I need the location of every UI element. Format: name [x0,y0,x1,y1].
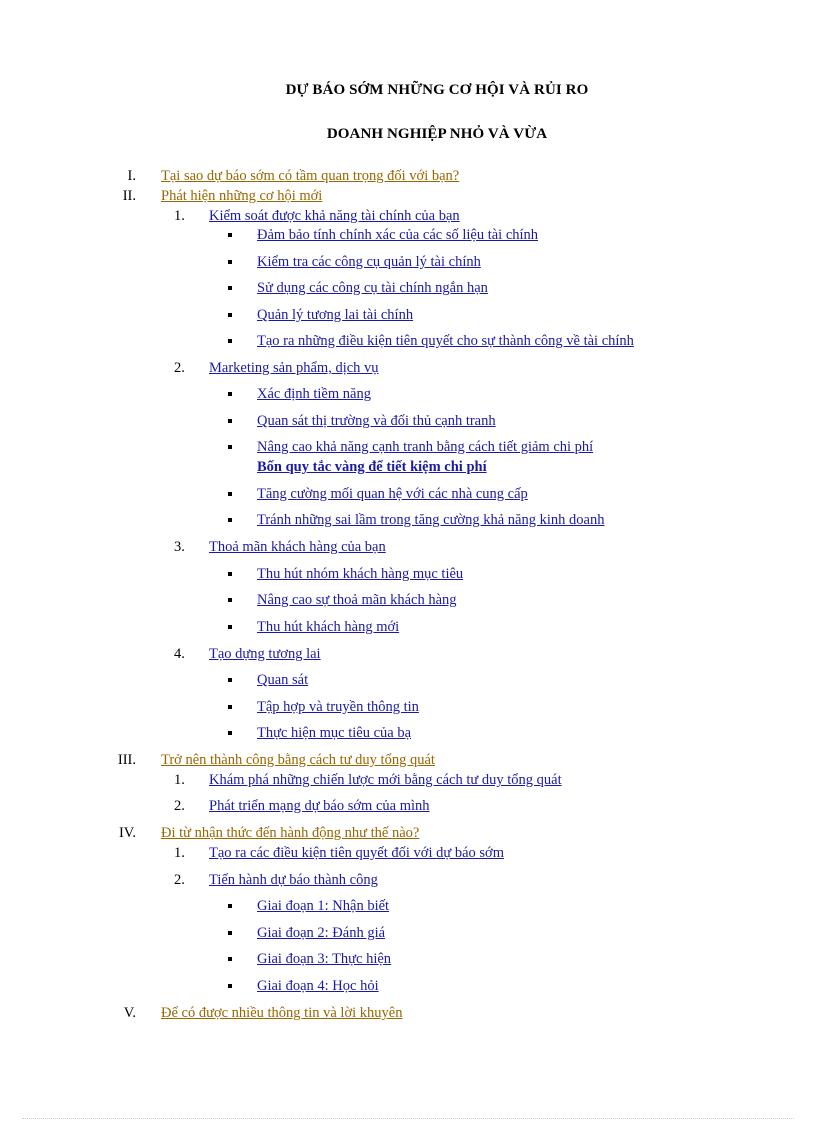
section-link-iv[interactable]: Đi từ nhận thức đến hành động như thế nào? [161,825,420,841]
bullet-link[interactable]: Quan sát [257,672,309,688]
bullet-link[interactable]: Thu hút khách hàng mới [257,619,400,635]
bullet-link[interactable]: Tập hợp và truyền thông tin [257,699,419,715]
item-number: 4. [174,646,185,662]
bullet-icon [228,678,232,682]
bullet-icon [228,731,232,735]
bullet-icon [228,598,232,602]
item-number: 2. [174,872,185,888]
bullet-link[interactable]: Sử dụng các công cụ tài chính ngắn hạn [257,280,488,296]
section-link-i[interactable]: Tại sao dự báo sớm có tầm quan trọng đối với bạn? [161,168,460,184]
bullet-icon [228,260,232,264]
bullet-icon [228,931,232,935]
bullet-link[interactable]: Giai đoạn 1: Nhận biết [257,898,390,914]
bullet-icon [228,445,232,449]
bullet-link[interactable]: Thu hút nhóm khách hàng mục tiêu [257,566,464,582]
bullet-icon [228,984,232,988]
bullet-link[interactable]: Tạo ra những điều kiện tiên quyết cho sự thành công về tài chính [257,333,634,349]
bullet-link[interactable]: Thực hiện mục tiêu của bạ [257,725,412,741]
item-number: 2. [174,360,185,376]
item-link-iii-1[interactable]: Khám phá những chiến lược mới bằng cách tư duy tổng quát [209,772,562,788]
section-numeral: V. [123,1005,136,1021]
bullet-link[interactable]: Quản lý tương lai tài chính [257,307,414,323]
page-bottom-rule [22,1118,794,1119]
item-link-iv-1[interactable]: Tạo ra các điều kiện tiên quyết đối với dự báo sớm [209,845,504,861]
document-subtitle: DOANH NGHIỆP NHỎ VÀ VỪA [326,126,548,142]
bullet-link[interactable]: Tránh những sai lầm trong tăng cường khả năng kinh doanh [257,512,605,528]
item-number: 1. [174,772,185,788]
document-title: DỰ BÁO SỚM NHỮNG CƠ HỘI VÀ RỦI RO [285,82,589,98]
bullet-icon [228,419,232,423]
bullet-link[interactable]: Nâng cao khả năng cạnh tranh bằng cách tiết giảm chi phí [257,439,594,455]
bullet-icon [228,572,232,576]
bullet-icon [228,313,232,317]
bold-link-cost-saving[interactable]: Bốn quy tắc vàng để tiết kiệm chi phí [257,459,487,475]
bullet-link[interactable]: Nâng cao sự thoả mãn khách hàng [257,592,457,608]
item-link-iv-2[interactable]: Tiến hành dự báo thành công [209,872,378,888]
bullet-icon [228,705,232,709]
item-number: 3. [174,539,185,555]
item-link-ii-3[interactable]: Thoả mãn khách hàng của bạn [209,539,386,555]
section-link-ii[interactable]: Phát hiện những cơ hội mới [161,188,323,204]
bullet-link[interactable]: Đảm bảo tính chính xác của các số liệu tài chính [257,227,539,243]
item-link-iii-2[interactable]: Phát triển mạng dự báo sớm của mình [209,798,430,814]
section-link-v[interactable]: Để có được nhiều thông tin và lời khuyên [161,1005,403,1021]
section-numeral: III. [117,752,136,768]
bullet-link[interactable]: Giai đoạn 4: Học hỏi [257,978,379,994]
bullet-icon [228,518,232,522]
item-link-ii-1[interactable]: Kiểm soát được khả năng tài chính của bạn [209,208,460,224]
item-number: 1. [174,208,185,224]
section-numeral: IV. [118,825,136,841]
bullet-link[interactable]: Xác định tiềm năng [257,386,371,402]
bullet-icon [228,492,232,496]
bullet-icon [228,625,232,629]
bullet-icon [228,392,232,396]
section-link-iii[interactable]: Trở nên thành công bằng cách tư duy tổng quát [161,752,435,768]
item-number: 1. [174,845,185,861]
bullet-icon [228,286,232,290]
bullet-link[interactable]: Quan sát thị trường và đối thủ cạnh tranh [257,413,496,429]
bullet-link[interactable]: Giai đoạn 3: Thực hiện [257,951,392,967]
section-numeral: I. [127,168,136,184]
section-numeral: II. [122,188,136,204]
bullet-icon [228,957,232,961]
bullet-link[interactable]: Giai đoạn 2: Đánh giá [257,925,386,941]
bullet-link[interactable]: Tăng cường mối quan hệ với các nhà cung cấp [257,486,528,502]
bullet-icon [228,904,232,908]
item-link-ii-2[interactable]: Marketing sản phẩm, dịch vụ [209,360,379,376]
bullet-icon [228,233,232,237]
item-link-ii-4[interactable]: Tạo dựng tương lai [209,646,321,662]
item-number: 2. [174,798,185,814]
bullet-icon [228,339,232,343]
bullet-link[interactable]: Kiểm tra các công cụ quản lý tài chính [257,254,481,270]
